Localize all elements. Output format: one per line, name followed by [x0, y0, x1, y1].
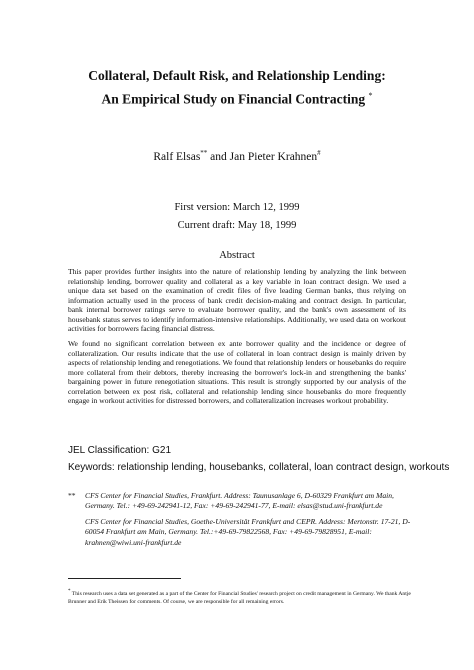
author-elsas-marker: **	[200, 149, 208, 157]
authors-line	[0, 149, 474, 163]
title-footnote-mark: *	[68, 589, 71, 594]
author-krahnen: and Jan Pieter Krahnen	[207, 150, 318, 163]
footnote-rule	[68, 578, 181, 579]
abstract-heading: Abstract	[219, 250, 255, 261]
current-draft-date: Current draft: May 18, 1999	[177, 220, 297, 231]
title-footnote-marker: *	[368, 91, 373, 100]
title-footnote	[68, 588, 414, 606]
first-version-date: First version: March 12, 1999	[174, 202, 300, 213]
author-krahnen-marker: #	[317, 149, 321, 157]
paper-subtitle: An Empirical Study on Financial Contracting	[101, 91, 366, 107]
affiliation-krahnen	[68, 517, 414, 548]
paper-title-line-1: Collateral, Default Risk, and Relationship Lending:	[88, 68, 386, 83]
abstract-paragraph-2: We found no significant correlation between ex ante borrower quality and the incidence or degree of collateralization. Our results indicate that the use of collateral in loan contract design is mainly driven by aspects of relationship lending and renegotiations. We found that relationship lenders or housebanks do require more collateral from their debtors, thereby increasing the borrower's lock-in and strengthening the banks' bargaining power in future renegotiation situations. This result is strongly supported by our analysis of the correlation between ex post risk, collateral and relationship lending since housebanks do more frequently engage in workout activities for distressed borrowers, and collateralization increases workout probability.	[68, 339, 406, 406]
affiliation-elsas	[68, 491, 414, 512]
abstract-paragraph-1: This paper provides further insights into the nature of relationship lending by analyzing the link between relationship lending, borrower quality and collateral as a key variable in loan contract design. We used a unique data set based on the examination of credit files of five leading German banks, thus relying on information actually used in the process of bank credit decision-making and contract design. In particular, bank internal borrower ratings serve to evaluate borrower quality, and the bank's own assessment of its housebank status serves to identify information-intensive relationships. Additionally, we used data on workout activities for borrowers facing financial distress.	[68, 267, 406, 334]
affiliation-elsas-text: CFS Center for Financial Studies, Frankfurt. Address: Taunusanlage 6, D-60329 Frankfurt am Main, Germany. Tel.: +49-69-242941-12, Fax: +49-69-242941-77, E-mail: elsas@stud.uni-frankfurt.de	[85, 491, 394, 511]
keywords: Keywords: relationship lending, housebanks, collateral, loan contract design, workouts	[68, 462, 450, 473]
affiliation-krahnen-text: CFS Center for Financial Studies, Goethe-Universität Frankfurt and CEPR. Address: Mertonstr. 17-21, D-60054 Frankfurt am Main, Germany. Tel.:+49-69-79822568, Fax: +49-69-79828951, E-mail: krahnen@wiwi.uni-frankfurt.de	[85, 517, 411, 547]
affiliation-elsas-marker: **	[68, 491, 76, 500]
title-footnote-text: This research uses a data set generated as a part of the Center for Financial Studies' research project on credit management in Germany. We thank Antje Brunner and Erik Theissen for comments. Of course, we are responsible for all remaining errors.	[68, 590, 411, 605]
jel-classification: JEL Classification: G21	[68, 445, 172, 456]
author-elsas: Ralf Elsas	[153, 150, 201, 163]
paper-title-line-2	[0, 91, 474, 108]
